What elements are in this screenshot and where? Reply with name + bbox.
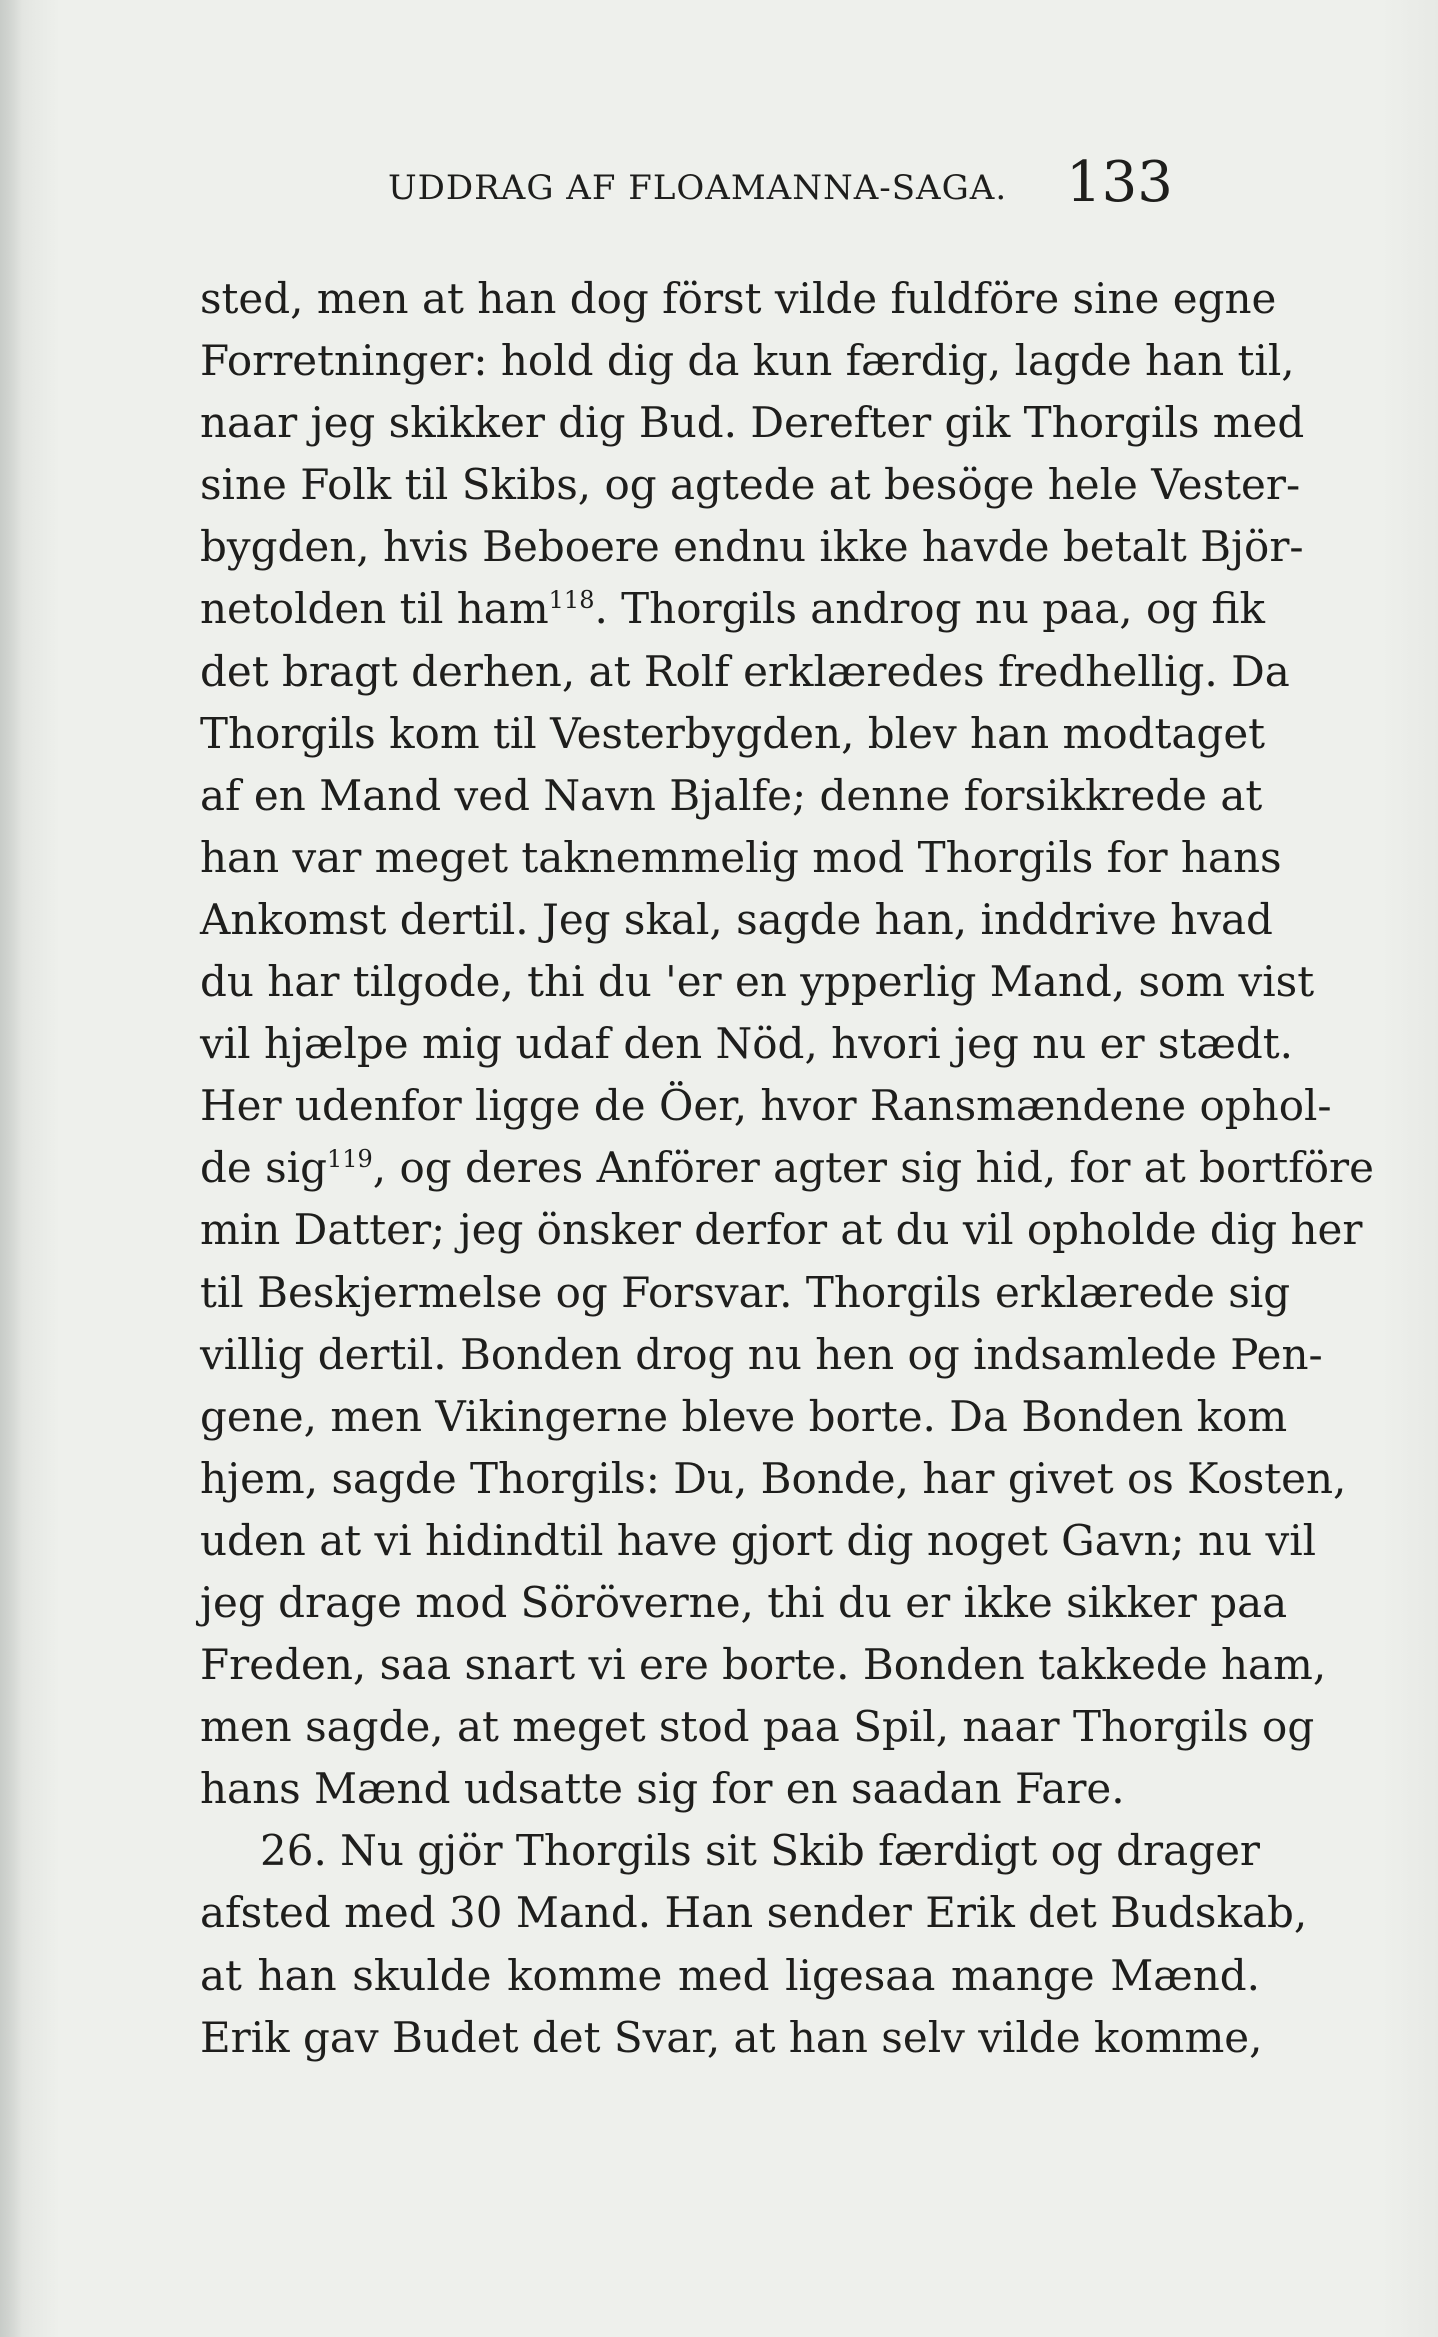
text-line: [200, 1510, 1317, 1572]
text-line: [200, 641, 1290, 703]
text-line: [200, 703, 1266, 765]
text-line: [200, 1448, 1347, 1510]
text-line-content: det bragt derhen, at Rolf erklæredes fredhellig. Da: [200, 646, 1290, 696]
text-line-content: Erik gav Budet det Svar, at han selv vilde komme,: [200, 2012, 1263, 2062]
text-line: [200, 1262, 1291, 1324]
text-line-content: han var meget taknemmelig mod Thorgils for hans: [200, 832, 1282, 882]
text-line: [200, 1758, 1260, 1820]
text-line-content: du har tilgode, thi du 'er en ypperlig Mand, som vist: [200, 957, 1315, 1007]
text-line: [200, 578, 1265, 640]
text-line-content: sine Folk til Skibs, og agtede at besöge hele Vester-: [200, 460, 1301, 510]
text-line: [200, 1013, 1293, 1075]
text-line: [200, 1820, 1260, 1882]
text-line-continuation: . Thorgils androg nu paa, og fik: [594, 584, 1265, 634]
text-line: [200, 827, 1282, 889]
text-line-content: Freden, saa snart vi ere borte. Bonden takkede ham,: [200, 1640, 1327, 1690]
text-line-content: men sagde, at meget stod paa Spil, naar Thorgils og: [200, 1702, 1315, 1752]
page-header: [200, 150, 1260, 220]
text-line-content: afsted med 30 Mand. Han sender Erik det Budskab,: [200, 1888, 1308, 1938]
text-line-content: Ankomst dertil. Jeg skal, sagde han, inddrive hvad: [200, 894, 1273, 944]
text-line-content: min Datter; jeg önsker derfor at du vil opholde dig her: [200, 1205, 1363, 1255]
text-line: [200, 392, 1305, 454]
text-line: [200, 1324, 1323, 1386]
footnote-reference: 119: [326, 1145, 373, 1174]
text-line-content: hjem, sagde Thorgils: Du, Bonde, har givet os Kosten,: [200, 1453, 1347, 1503]
text-line: [200, 330, 1295, 392]
text-line-content: uden at vi hidindtil have gjort dig noget Gavn; nu vil: [200, 1515, 1317, 1565]
text-line: [200, 1386, 1288, 1448]
text-line: [200, 1696, 1315, 1758]
text-line: [200, 268, 1277, 330]
text-line: [200, 1075, 1332, 1137]
text-line-continuation: , og deres Anförer agter sig hid, for at bortföre: [372, 1143, 1374, 1193]
text-line-content: jeg drage mod Söröverne, thi du er ikke sikker paa: [200, 1577, 1288, 1627]
text-line: [200, 889, 1273, 951]
text-line: [200, 1199, 1363, 1261]
text-line: [200, 1882, 1308, 1944]
text-line-content: bygden, hvis Beboere endnu ikke havde betalt Björ-: [200, 522, 1304, 572]
text-line: [200, 951, 1315, 1013]
text-line: [200, 454, 1301, 516]
text-line: [200, 1137, 1374, 1199]
footnote-reference: 118: [548, 586, 595, 615]
page-number: 133: [1066, 150, 1173, 215]
page-gutter-shadow: [0, 0, 22, 2337]
text-line-content: 26. Nu gjör Thorgils sit Skib færdigt og drager: [260, 1826, 1260, 1876]
text-line: [200, 1945, 1260, 2007]
text-line-content: naar jeg skikker dig Bud. Derefter gik Thorgils med: [200, 398, 1305, 448]
running-head: UDDRAG AF FLOAMANNA-SAGA.: [388, 168, 1008, 208]
text-line: [200, 2007, 1263, 2069]
text-line-content: Thorgils kom til Vesterbygden, blev han modtaget: [200, 708, 1266, 758]
text-line: [200, 1572, 1288, 1634]
text-line-content: hans Mænd udsatte sig for en saadan Fare.: [200, 1764, 1125, 1814]
text-line-content: vil hjælpe mig udaf den Nöd, hvori jeg nu er stædt.: [200, 1019, 1293, 1069]
text-line-content: de sig: [200, 1143, 327, 1193]
text-line-content: villig dertil. Bonden drog nu hen og indsamlede Pen-: [200, 1329, 1323, 1379]
text-line-content: Her udenfor ligge de Öer, hvor Ransmændene ophol-: [200, 1081, 1332, 1131]
text-line: [200, 1634, 1327, 1696]
text-line-content: af en Mand ved Navn Bjalfe; denne forsikkrede at: [200, 770, 1263, 820]
text-line-content: sted, men at han dog först vilde fuldföre sine egne: [200, 274, 1277, 323]
text-line: [200, 765, 1263, 827]
text-line-content: Forretninger: hold dig da kun færdig, lagde han til,: [200, 336, 1295, 386]
text-line-content: netolden til ham: [200, 584, 549, 634]
text-line: [200, 516, 1304, 578]
text-line-content: gene, men Vikingerne bleve borte. Da Bonden kom: [200, 1391, 1288, 1441]
body-text: [200, 268, 1374, 2069]
text-line-content: til Beskjermelse og Forsvar. Thorgils erklærede sig: [200, 1267, 1291, 1317]
text-line-content: at han skulde komme med ligesaa mange Mænd.: [200, 1950, 1260, 2000]
